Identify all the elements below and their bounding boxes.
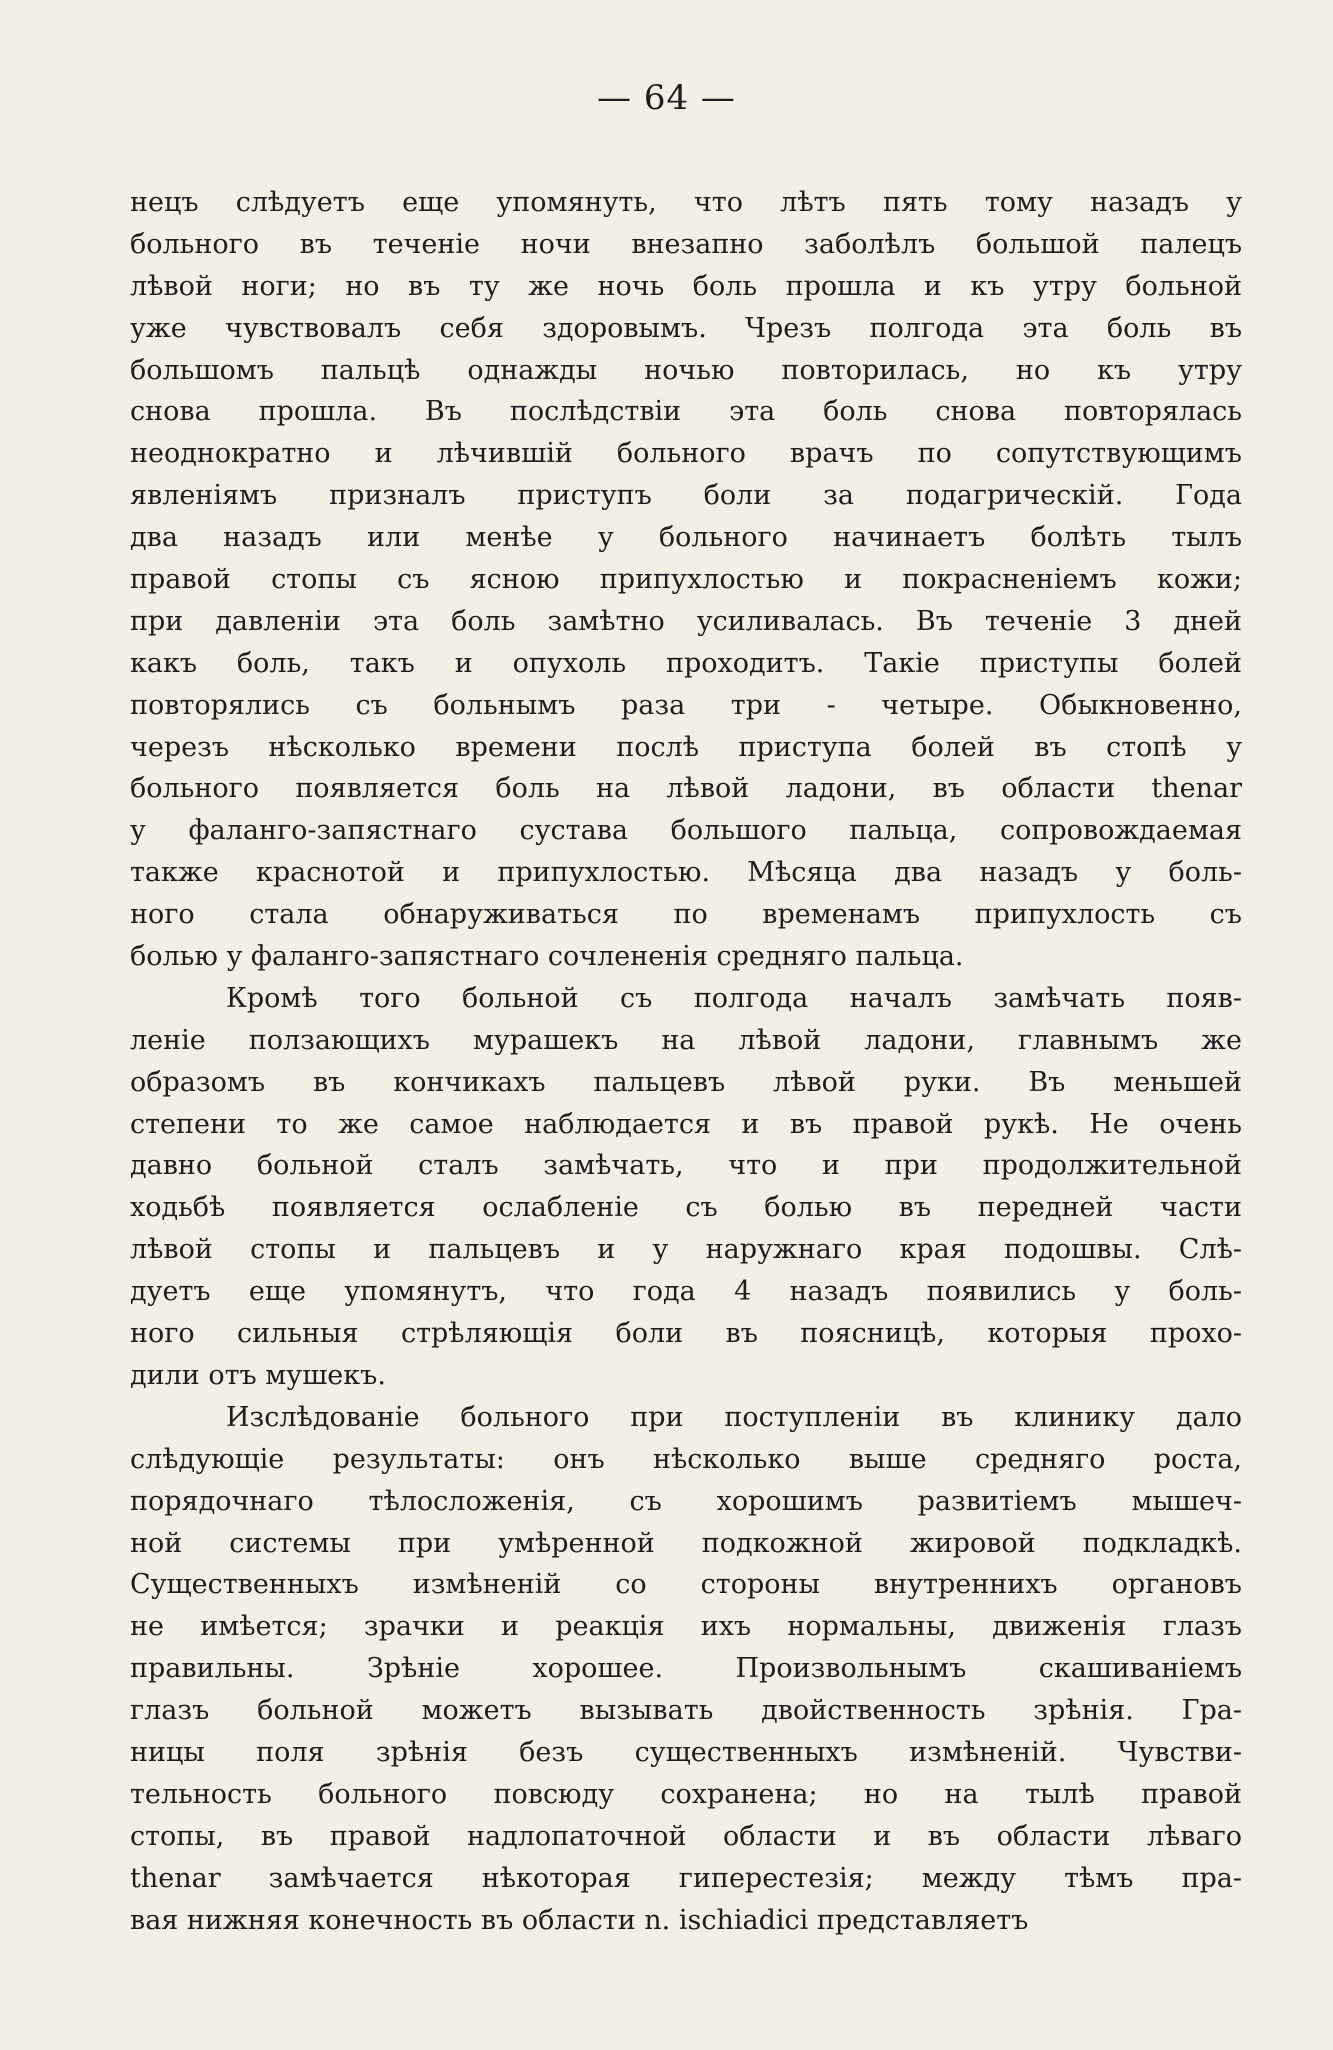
text-line: больного въ теченіе ночи внезапно заболѣлъ большой палецъ [130,228,1242,260]
text-line: Кромѣ того больной съ полгода началъ замѣчать появ- [226,982,1242,1014]
paragraph [130,1397,1242,1942]
text-line: ной системы при умѣренной подкожной жировой подкладкѣ. [130,1527,1242,1559]
text-line: при давленіи эта боль замѣтно усиливалась. Въ теченіе 3 дней [130,605,1242,637]
page-number: — 64 — [597,78,736,118]
text-line: повторялись съ больнымъ раза три - четыре. Обыкновенно, [130,689,1242,721]
text-line: у фаланго-запястнаго сустава большого пальца, сопровождаемая [130,815,1242,847]
text-line: уже чувствовалъ себя здоровымъ. Чрезъ полгода эта боль въ [130,312,1242,344]
paragraph [130,978,1242,1397]
text-line: болью у фаланго-запястнаго сочлененія средняго пальца. [130,941,964,973]
text-line: ходьбѣ появляется ослабленіе съ болью въ передней части [130,1192,1242,1224]
text-line: два назадъ или менѣе у больного начинаетъ болѣть тылъ [130,522,1242,554]
text-line: ного стала обнаруживаться по временамъ припухлость съ [130,899,1242,931]
text-line: лѣвой ноги; но въ ту же ночь боль прошла и къ утру больной [130,270,1242,302]
text-line: порядочнаго тѣлосложенія, съ хорошимъ развитіемъ мышеч- [130,1485,1242,1517]
text-line: какъ боль, такъ и опухоль проходитъ. Такіе приступы болей [130,647,1242,679]
text-line: дуетъ еще упомянутъ, что года 4 назадъ появились у боль- [130,1276,1242,1308]
text-line: большомъ пальцѣ однажды ночью повторилась, но къ утру [130,354,1242,386]
text-line: черезъ нѣсколько времени послѣ приступа болей въ стопѣ у [130,731,1242,763]
text-line: степени то же самое наблюдается и въ правой рукѣ. Не очень [130,1108,1242,1140]
text-line: тельность больного повсюду сохранена; но на тылѣ правой [130,1778,1242,1810]
text-line: лѣвой стопы и пальцевъ и у наружнаго края подошвы. Слѣ- [130,1234,1242,1266]
text-line: давно больной сталъ замѣчать, что и при продолжительной [130,1150,1242,1182]
text-line: образомъ въ кончикахъ пальцевъ лѣвой руки. Въ меньшей [130,1066,1242,1098]
text-line: thenar замѣчается нѣкоторая гиперестезія; между тѣмъ пра- [130,1862,1242,1894]
text-line: правильны. Зрѣніе хорошее. Произвольнымъ скашиваніемъ [130,1653,1242,1685]
text-line: леніе ползающихъ мурашекъ на лѣвой ладони, главнымъ же [130,1024,1242,1056]
text-line: глазъ больной можетъ вызывать двойственность зрѣнія. Гра- [130,1695,1242,1727]
text-line: снова прошла. Въ послѣдствіи эта боль снова повторялась [130,396,1242,428]
text-line: дили отъ мушекъ. [130,1359,386,1391]
text-line: ницы поля зрѣнія безъ существенныхъ измѣненій. Чувстви- [130,1736,1242,1768]
text-line: не имѣется; зрачки и реакція ихъ нормальны, движенія глазъ [130,1611,1242,1643]
text-line: неоднократно и лѣчившій больного врачъ по сопутствующимъ [130,438,1242,470]
text-line: ного сильныя стрѣляющія боли въ поясницѣ, которыя прохо- [130,1318,1242,1350]
body-text [130,182,1242,1941]
text-line: правой стопы съ ясною припухлостью и покрасненіемъ кожи; [130,564,1242,596]
text-line: стопы, въ правой надлопаточной области и въ области лѣваго [130,1820,1242,1852]
text-line: вая нижняя конечность въ области n. ischiadici представляетъ [130,1904,1029,1936]
text-line: явленіямъ призналъ приступъ боли за подагрическій. Года [130,480,1242,512]
paragraph [130,182,1242,978]
text-line: Изслѣдованіе больного при поступленіи въ клинику дало [226,1401,1242,1433]
text-line: также краснотой и припухлостью. Мѣсяца два назадъ у боль- [130,857,1242,889]
text-line: больного появляется боль на лѣвой ладони, въ области thenar [130,773,1242,805]
text-line: Существенныхъ измѣненій со стороны внутреннихъ органовъ [130,1569,1242,1601]
text-line: слѣдующіе результаты: онъ нѣсколько выше средняго роста, [130,1443,1242,1475]
text-line: нецъ слѣдуетъ еще упомянуть, что лѣтъ пять тому назадъ у [130,187,1242,218]
